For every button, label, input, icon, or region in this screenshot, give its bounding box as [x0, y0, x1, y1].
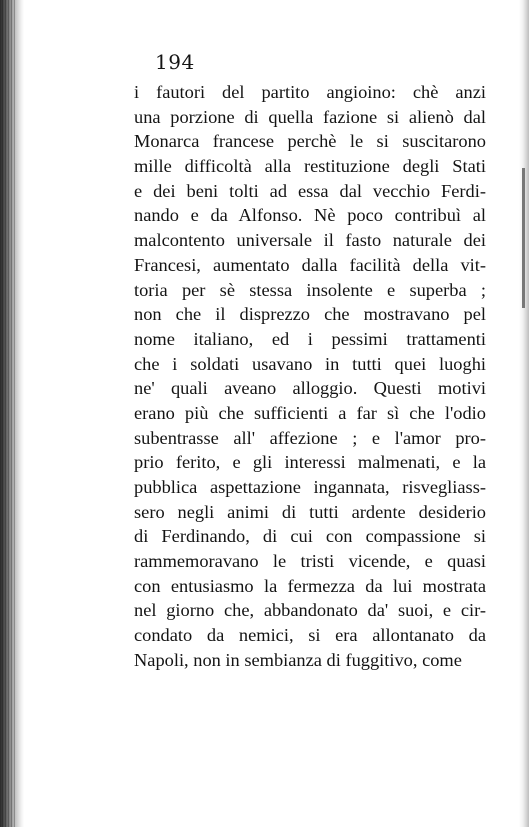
text-line: nando e da Alfonso. Nè poco contribuì al: [134, 205, 486, 226]
text-line: Francesi, aumentato dalla facilità della vit-: [134, 254, 486, 275]
text-line: non che il disprezzo che mostravano pel: [134, 304, 486, 325]
text-line: Monarca francese perchè le si suscitarono: [134, 131, 486, 152]
text-line: ne' quali aveano alloggio. Questi motivi: [134, 378, 486, 399]
text-line: e dei beni tolti ad essa dal vecchio Ferdi-: [134, 180, 486, 201]
text-line: i fautori del partito angioino: chè anzi: [134, 82, 486, 102]
text-line: nel giorno che, abbandonato da' suoi, e cir-: [134, 600, 486, 621]
text-line: mille difficoltà alla restituzione degli Stati: [134, 156, 486, 177]
text-line: subentrasse all' affezione ; e l'amor pro-: [134, 427, 486, 448]
text-line: che i soldati usavano in tutti quei luoghi: [134, 353, 486, 374]
text-line: una porzione di quella fazione si alienò dal: [134, 106, 486, 127]
text-line: con entusiasmo la fermezza da lui mostrata: [134, 575, 486, 596]
text-line: pubblica aspettazione ingannata, risvegliass-: [134, 477, 486, 497]
text-line: nome italiano, ed i pessimi trattamenti: [134, 328, 486, 349]
text-line: condato da nemici, si era allontanato da: [134, 625, 486, 646]
text-line: Napoli, non in sembianza di fuggitivo, come: [134, 649, 462, 670]
right-page-edge: [519, 0, 529, 827]
page-number: 194: [155, 50, 195, 74]
text-line: sero negli animi di tutti ardente desiderio: [134, 501, 486, 522]
binding-page-edges: [2, 0, 16, 827]
right-margin-mark: [522, 168, 525, 308]
text-line: di Ferdinando, di cui con compassione si: [134, 526, 486, 547]
text-line: erano più che sufficienti a far sì che l'odio: [134, 402, 486, 423]
text-line: malcontento universale il fasto naturale dei: [134, 230, 486, 251]
text-line: prio ferito, e gli interessi malmenati, e la: [134, 452, 486, 473]
text-line: rammemoravano le tristi vicende, e quasi: [134, 551, 486, 572]
body-text: [134, 80, 486, 673]
text-line: toria per sè stessa insolente e superba ;: [134, 279, 486, 300]
